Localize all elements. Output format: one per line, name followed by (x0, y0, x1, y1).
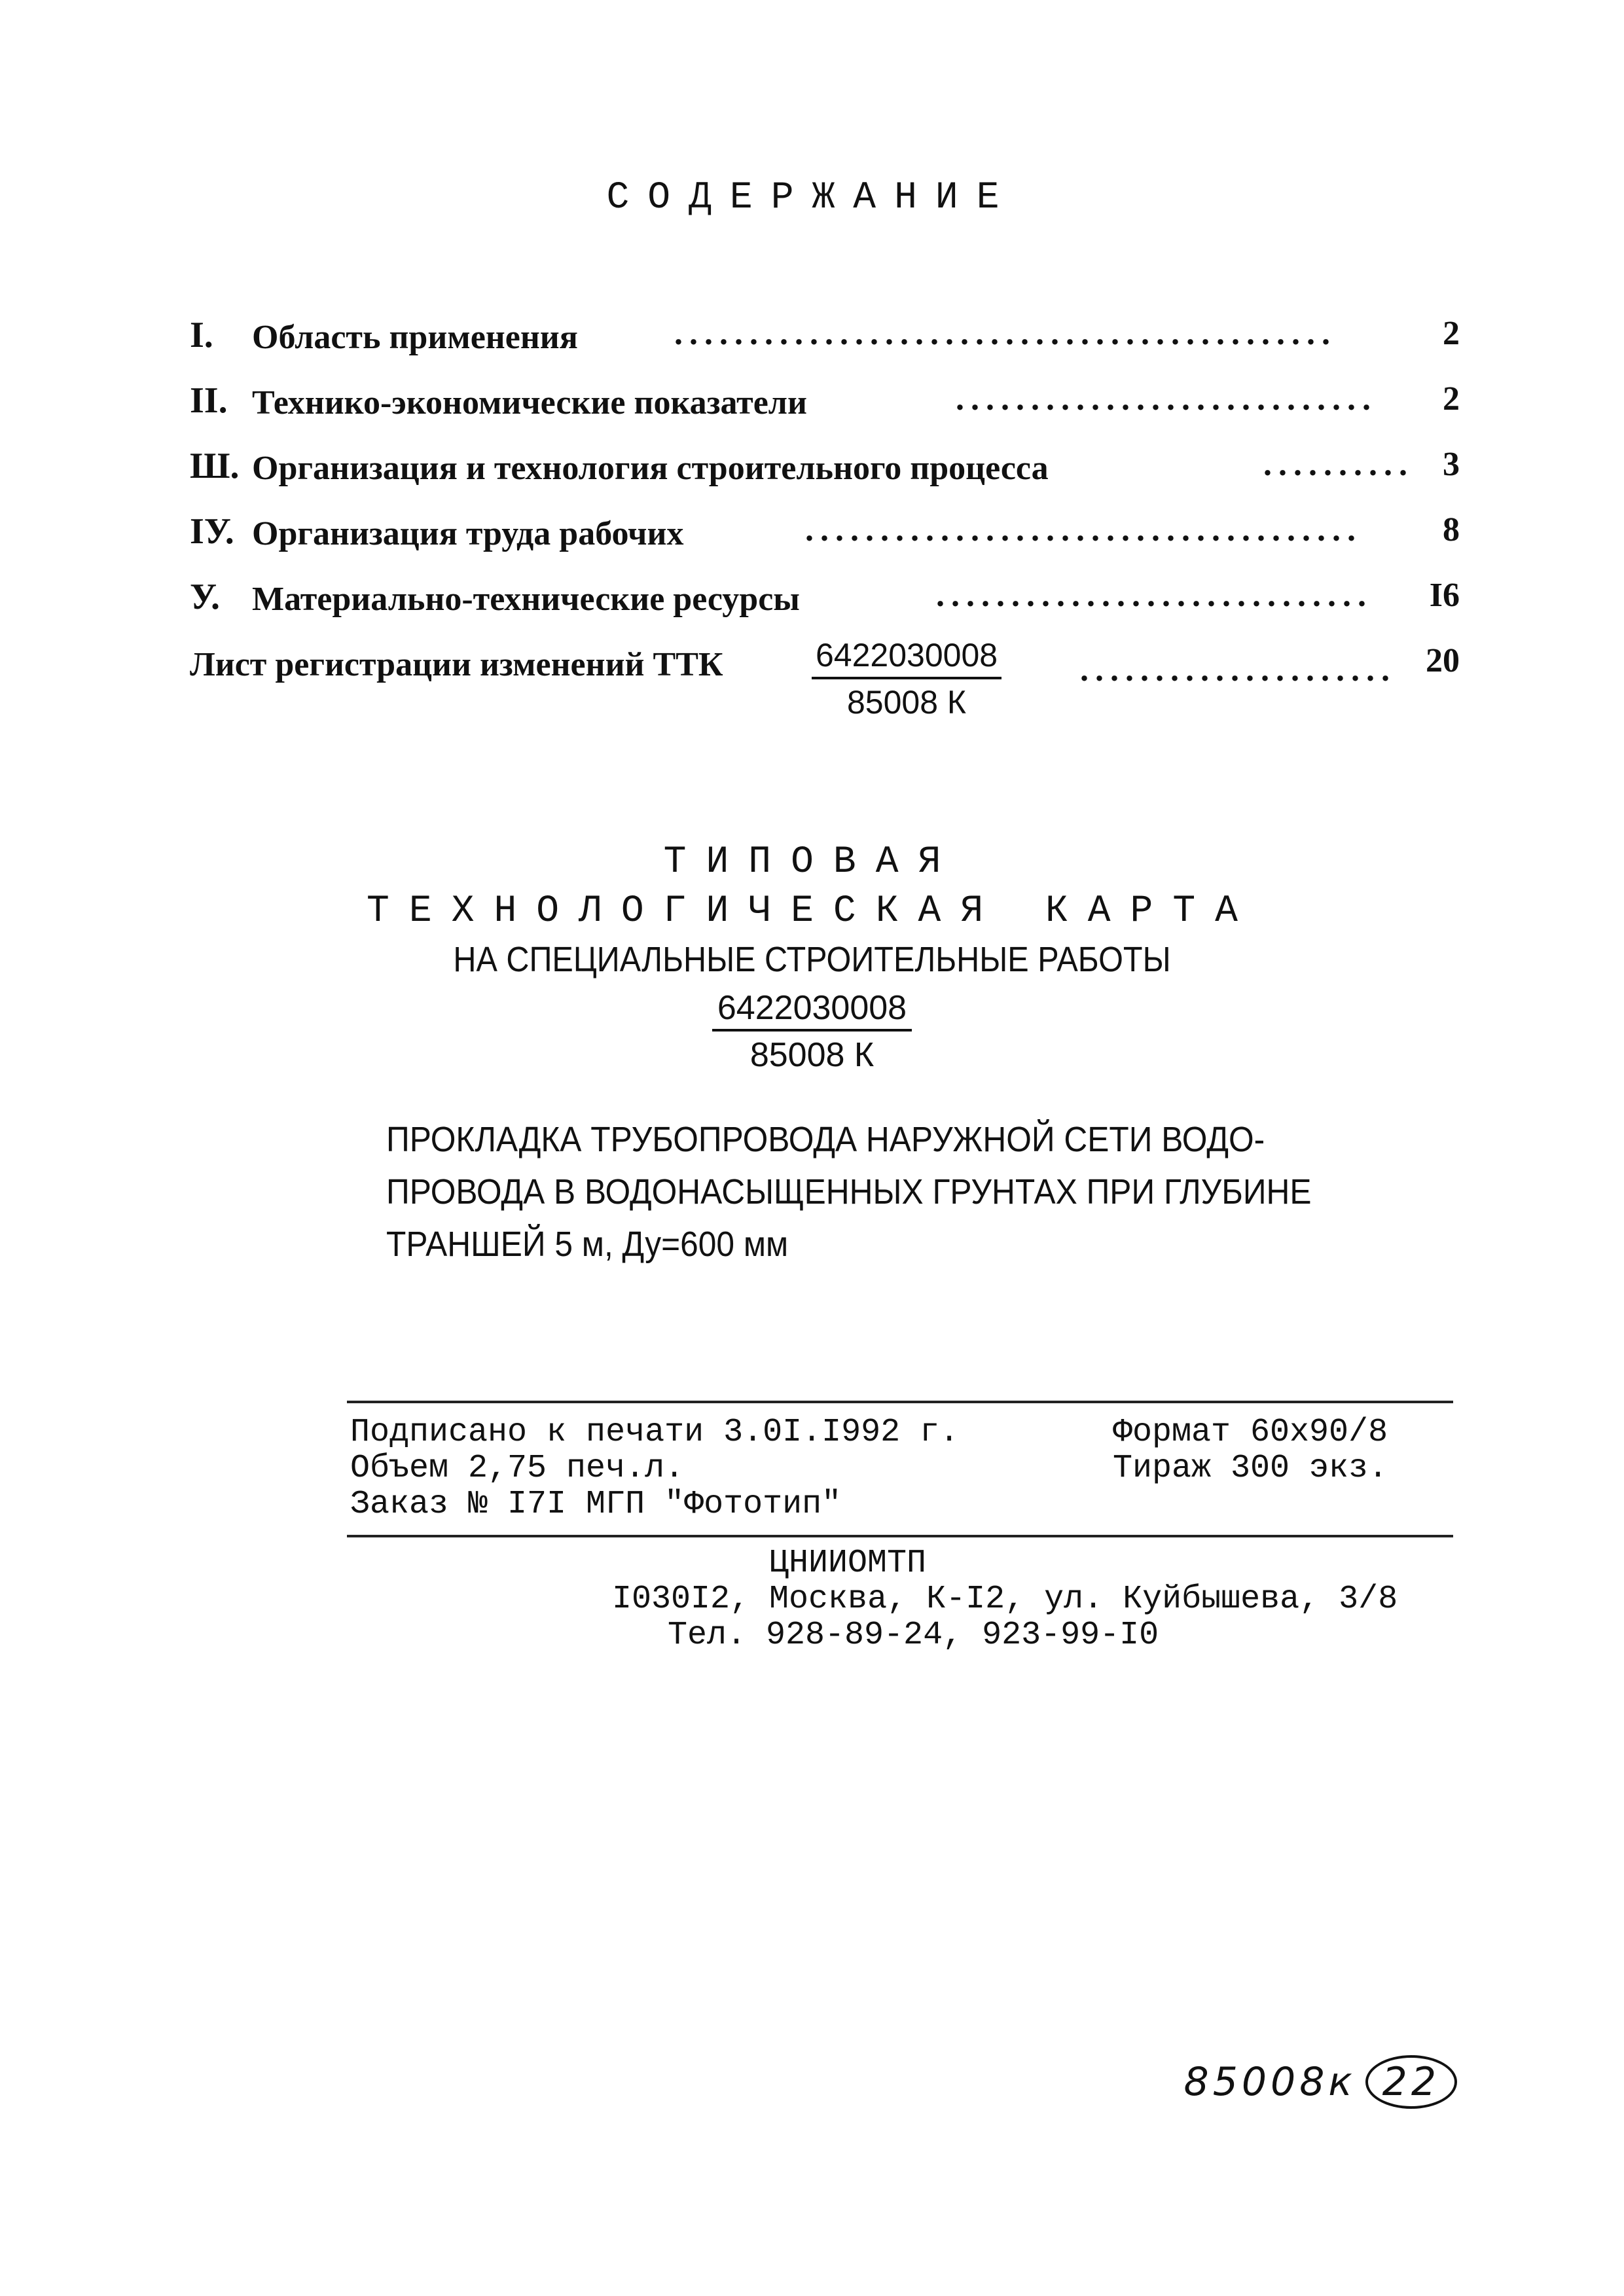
toc-item-number: I. (190, 315, 213, 355)
toc-item-label: Материально-технические ресурсы (252, 581, 800, 618)
card-description-line: ПРОКЛАДКА ТРУБОПРОВОДА НАРУЖНОЙ СЕТИ ВОДО- (386, 1120, 1265, 1159)
imprint-format: Формат 60х90/8 (1113, 1414, 1388, 1451)
card-code (0, 988, 1624, 1075)
imprint-bottom-rule (347, 1535, 1453, 1537)
imprint-signed: Подписано к печати 3.0I.I992 г. (350, 1414, 960, 1451)
imprint-run: Тираж 300 экз. (1113, 1450, 1388, 1487)
toc-item-number: II. (190, 380, 228, 421)
toc-item-number: IУ. (190, 511, 234, 552)
toc-leader-dots: ............................ (956, 380, 1377, 418)
toc-leader-dots: ..................... (1080, 651, 1396, 689)
toc-item-number: Ш. (190, 446, 240, 486)
toc-item (190, 576, 1460, 628)
imprint-order: Заказ № I7I МГП "Фототип" (350, 1486, 842, 1523)
toc-register-code-top: 6422030008 (812, 636, 1001, 679)
card-heading-line1: ТИПОВАЯ (663, 841, 961, 884)
toc-item (190, 314, 1460, 367)
toc-leader-dots: ............................................ (674, 315, 1337, 352)
imprint-phone: Тел. 928-89-24, 923-99-I0 (668, 1617, 1159, 1654)
toc-item (190, 445, 1460, 497)
toc-item-page: I6 (1429, 577, 1460, 614)
toc-register-code (812, 636, 1001, 721)
circled-page-number: 22 (1365, 2055, 1457, 2109)
toc-register-label: Лист регистрации изменений ТТК (190, 646, 723, 683)
toc-item-label: Технико-экономические показатели (252, 384, 807, 422)
toc-item-label: Организация и технология строительного процесса (252, 450, 1049, 487)
toc-register-code-bottom: 85008 К (847, 684, 967, 721)
card-description-line: ПРОВОДА В ВОДОНАСЫЩЕННЫХ ГРУНТАХ ПРИ ГЛУБИНЕ (386, 1172, 1312, 1211)
card-heading-line3: НА СПЕЦИАЛЬНЫЕ СТРОИТЕЛЬНЫЕ РАБОТЫ (453, 940, 1171, 979)
imprint-top-rule (347, 1401, 1453, 1403)
toc-leader-dots: ............................. (936, 577, 1373, 614)
toc-item-page: 3 (1443, 446, 1460, 483)
imprint-org: ЦНИИОМТП (769, 1545, 927, 1582)
card-code-top: 6422030008 (712, 988, 912, 1031)
toc-item-label: Организация труда рабочих (252, 515, 684, 552)
imprint-volume: Объем 2,75 печ.л. (350, 1450, 685, 1487)
imprint-address: I030I2, Москва, К-I2, ул. Куйбышева, 3/8 (612, 1581, 1398, 1618)
toc-item-page: 2 (1443, 380, 1460, 418)
toc-item-number: У. (190, 577, 220, 617)
toc-leader-dots: .......... (1263, 446, 1414, 483)
toc-item (190, 380, 1460, 432)
toc-item (190, 511, 1460, 563)
toc-register-row (190, 637, 1460, 733)
toc-leader-dots: ..................................... (805, 511, 1362, 548)
toc-register-page: 20 (1426, 642, 1460, 679)
toc-item-label: Область применения (252, 319, 578, 356)
card-description-line: ТРАНШЕЙ 5 м, Ду=600 мм (386, 1225, 789, 1264)
toc-item-page: 8 (1443, 511, 1460, 548)
handwritten-code: 85008к (1183, 2059, 1356, 2105)
card-heading-line2: ТЕХНОЛОГИЧЕСКАЯ КАРТА (367, 890, 1257, 933)
handwritten-footer (1184, 2055, 1457, 2109)
toc-item-page: 2 (1443, 315, 1460, 352)
card-code-bottom: 85008 К (749, 1036, 875, 1074)
contents-title: СОДЕРЖАНИЕ (606, 177, 1018, 219)
